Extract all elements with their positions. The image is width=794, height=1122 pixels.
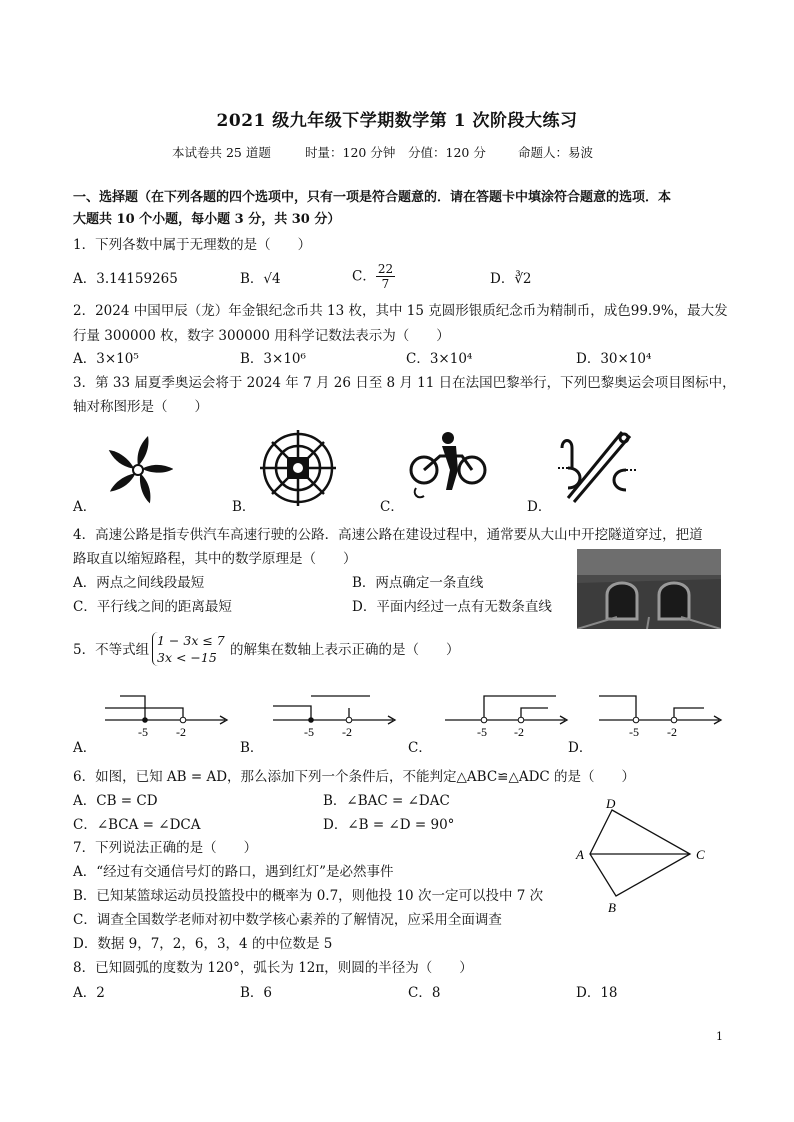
svg-text:-2: -2 bbox=[342, 725, 352, 738]
info-author: 命题人：易波 bbox=[518, 145, 594, 160]
number-line-b bbox=[268, 688, 403, 738]
q7-option-c: C．调查全国数学老师对初中数学核心素养的了解情况，应采用全面调查 bbox=[73, 912, 502, 928]
q3-line2: 轴对称图形是（ ） bbox=[73, 399, 208, 415]
q2-option-d: D．30×10⁴ bbox=[576, 351, 652, 367]
svg-text:-2: -2 bbox=[514, 725, 524, 738]
q5-label-a: A． bbox=[73, 740, 97, 756]
q2-option-c: C．3×10⁴ bbox=[406, 351, 473, 367]
q7-option-b: B．已知某篮球运动员投篮投中的概率为 0.7，则他投 10 次一定可以投中 7 次 bbox=[73, 888, 544, 904]
q6-option-a: A．CB = CD bbox=[73, 793, 158, 809]
number-line-d bbox=[594, 688, 729, 738]
info-count: 本试卷共 25 道题 bbox=[172, 145, 271, 160]
section-heading-line1: 一、选择题（在下列各题的四个选项中，只有一项是符合题意的．请在答题卡中填涂符合题意的选项．本 bbox=[73, 190, 672, 205]
q1-stem: 1．下列各数中属于无理数的是（ ） bbox=[73, 237, 312, 253]
cyclist-icon bbox=[406, 430, 490, 506]
tunnel-photo bbox=[577, 549, 721, 629]
q2-option-b: B．3×10⁶ bbox=[240, 351, 306, 367]
q3-label-a: A． bbox=[73, 499, 97, 515]
q5-label-c: C． bbox=[408, 740, 432, 756]
info-score: 分值：120 分 bbox=[408, 145, 486, 160]
q3-label-d: D． bbox=[527, 499, 552, 515]
q4-option-a: A．两点之间线段最短 bbox=[73, 575, 205, 591]
q5-label-b: B． bbox=[240, 740, 264, 756]
q8-option-d: D．18 bbox=[576, 985, 618, 1001]
q1-option-b: B．√4 bbox=[240, 271, 281, 287]
number-line-c bbox=[440, 688, 575, 738]
q6-option-c: C．∠BCA = ∠DCA bbox=[73, 817, 201, 833]
q5-inequality-system: 1 − 3x ≤ 7 3x < −15 bbox=[152, 632, 225, 666]
q7-option-a: A．“经过有交通信号灯的路口，遇到红灯”是必然事件 bbox=[73, 864, 394, 880]
svg-text:-2: -2 bbox=[667, 725, 677, 738]
skateboard-icon bbox=[554, 428, 640, 510]
q1-option-c: C． $\frac{22}{7}$ bbox=[352, 262, 394, 291]
target-icon bbox=[258, 428, 338, 508]
number-line-a bbox=[100, 688, 235, 738]
section-heading-line2: 大题共 10 个小题，每小题 3 分，共 30 分） bbox=[73, 212, 341, 227]
q7-stem: 7．下列说法正确的是（ ） bbox=[73, 840, 258, 856]
q3-label-b: B． bbox=[232, 499, 256, 515]
q6-option-d: D．∠B = ∠D = 90° bbox=[323, 817, 455, 833]
q7-option-d: D．数据 9，7，2，6，3，4 的中位数是 5 bbox=[73, 936, 333, 952]
page-title: 2021 级九年级下学期数学第 1 次阶段大练习 bbox=[216, 111, 578, 131]
q2-line2: 行量 300000 枚，数字 300000 用科学记数法表示为（ ） bbox=[73, 328, 450, 344]
q8-option-b: B．6 bbox=[240, 985, 273, 1001]
tick-label: -2 bbox=[176, 725, 186, 738]
q8-option-a: A．2 bbox=[73, 985, 105, 1001]
svg-text:-5: -5 bbox=[629, 725, 639, 738]
svg-text:A: A bbox=[576, 847, 584, 862]
q1-option-a: A．3.14159265 bbox=[73, 271, 178, 287]
tick-label: -5 bbox=[138, 725, 148, 738]
pinwheel-icon bbox=[103, 428, 173, 506]
q4-option-b: B．两点确定一条直线 bbox=[352, 575, 484, 591]
q8-option-c: C．8 bbox=[408, 985, 441, 1001]
svg-text:-5: -5 bbox=[477, 725, 487, 738]
q6-stem: 6．如图，已知 AB = AD，那么添加下列一个条件后，不能判定△ABC≌△ADC 的是（ ） bbox=[73, 769, 636, 785]
q3-label-c: C． bbox=[380, 499, 404, 515]
q8-stem: 8．已知圆弧的度数为 120°，弧长为 12π，则圆的半径为（ ） bbox=[73, 960, 473, 976]
q4-option-c: C．平行线之间的距离最短 bbox=[73, 599, 232, 615]
svg-text:-5: -5 bbox=[304, 725, 314, 738]
q6-option-b: B．∠BAC = ∠DAC bbox=[323, 793, 450, 809]
q3-line1: 3．第 33 届夏季奥运会将于 2024 年 7 月 26 日至 8 月 11 日在法国巴黎举行，下列巴黎奥运会项目图标中， bbox=[73, 375, 736, 391]
q2-option-a: A．3×10⁵ bbox=[73, 351, 139, 367]
kite-figure bbox=[572, 796, 712, 918]
svg-text:D: D bbox=[606, 796, 616, 811]
info-time: 时量：120 分钟 bbox=[305, 145, 396, 160]
q4-line2: 路取直以缩短路程，其中的数学原理是（ ） bbox=[73, 551, 357, 567]
q5-label-d: D． bbox=[568, 740, 593, 756]
q4-line1: 4．高速公路是指专供汽车高速行驶的公路．高速公路在建设过程中，通常要从大山中开挖隧道穿过，把道 bbox=[73, 527, 703, 543]
page-number: 1 bbox=[716, 1030, 723, 1043]
q1-option-d: D．∛2 bbox=[490, 271, 532, 287]
q5-suffix: 的解集在数轴上表示正确的是（ ） bbox=[230, 642, 460, 658]
q2-line1: 2．2024 中国甲辰（龙）年金银纪念币共 13 枚，其中 15 克圆形银质纪念币为精制币，成色99.9%，最大发 bbox=[73, 303, 728, 319]
svg-text:B: B bbox=[608, 900, 616, 915]
q5-prefix: 5．不等式组 bbox=[73, 642, 150, 658]
q4-option-d: D．平面内经过一点有无数条直线 bbox=[352, 599, 552, 615]
svg-text:C: C bbox=[696, 847, 705, 862]
